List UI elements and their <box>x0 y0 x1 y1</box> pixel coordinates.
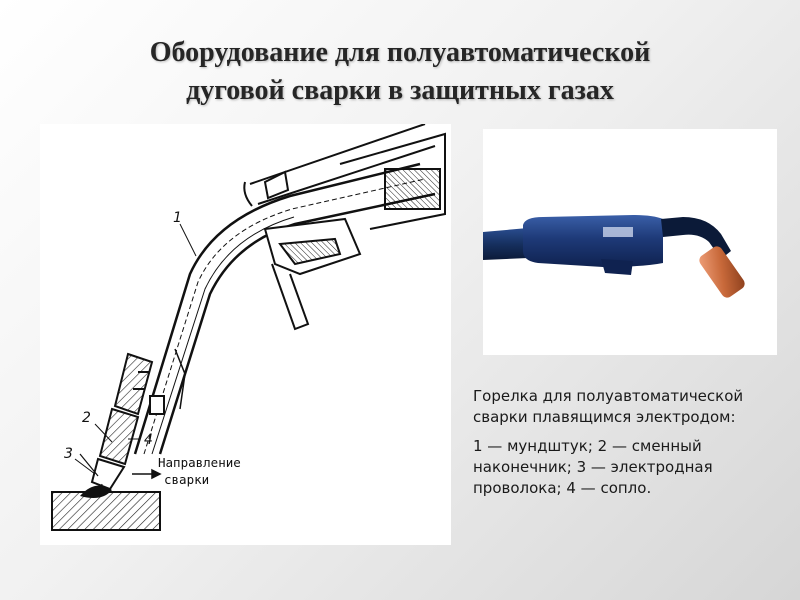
trigger-handle <box>265 219 360 329</box>
torch-photo-svg <box>483 129 777 355</box>
caption-text <box>473 386 773 507</box>
caption-legend: 1 — мундштук; 2 — сменный наконечник; 3 — электродная проволока; 4 — сопло. <box>473 437 713 497</box>
torch-schematic-svg <box>40 124 451 545</box>
copper-nozzle <box>697 244 747 300</box>
handle <box>523 215 663 267</box>
label-4: 4 <box>144 432 153 448</box>
label-1: 1 <box>173 210 182 226</box>
torch-schematic-drawing <box>40 124 451 545</box>
cable <box>483 228 528 260</box>
direction-arrow <box>132 470 160 478</box>
label-2: 2 <box>82 410 91 426</box>
handle-label-plate <box>603 227 633 237</box>
nozzle-assembly <box>92 354 164 489</box>
label-3: 3 <box>64 446 73 462</box>
leader-lines <box>75 224 196 474</box>
workpiece <box>52 486 160 530</box>
caption-heading: Горелка для полуавтоматической сварки плавящимся электродом: <box>473 387 744 426</box>
slide-title-line-1: Оборудование для полуавтоматической <box>149 37 651 68</box>
direction-text-line-1: Направление <box>158 455 241 470</box>
direction-text-line-2: сварки <box>164 472 210 487</box>
trigger <box>601 259 633 275</box>
torch-photo <box>483 129 777 355</box>
slide-title <box>0 34 800 110</box>
slide-title-line-2: дуговой сварки в защитных газах <box>186 75 614 106</box>
